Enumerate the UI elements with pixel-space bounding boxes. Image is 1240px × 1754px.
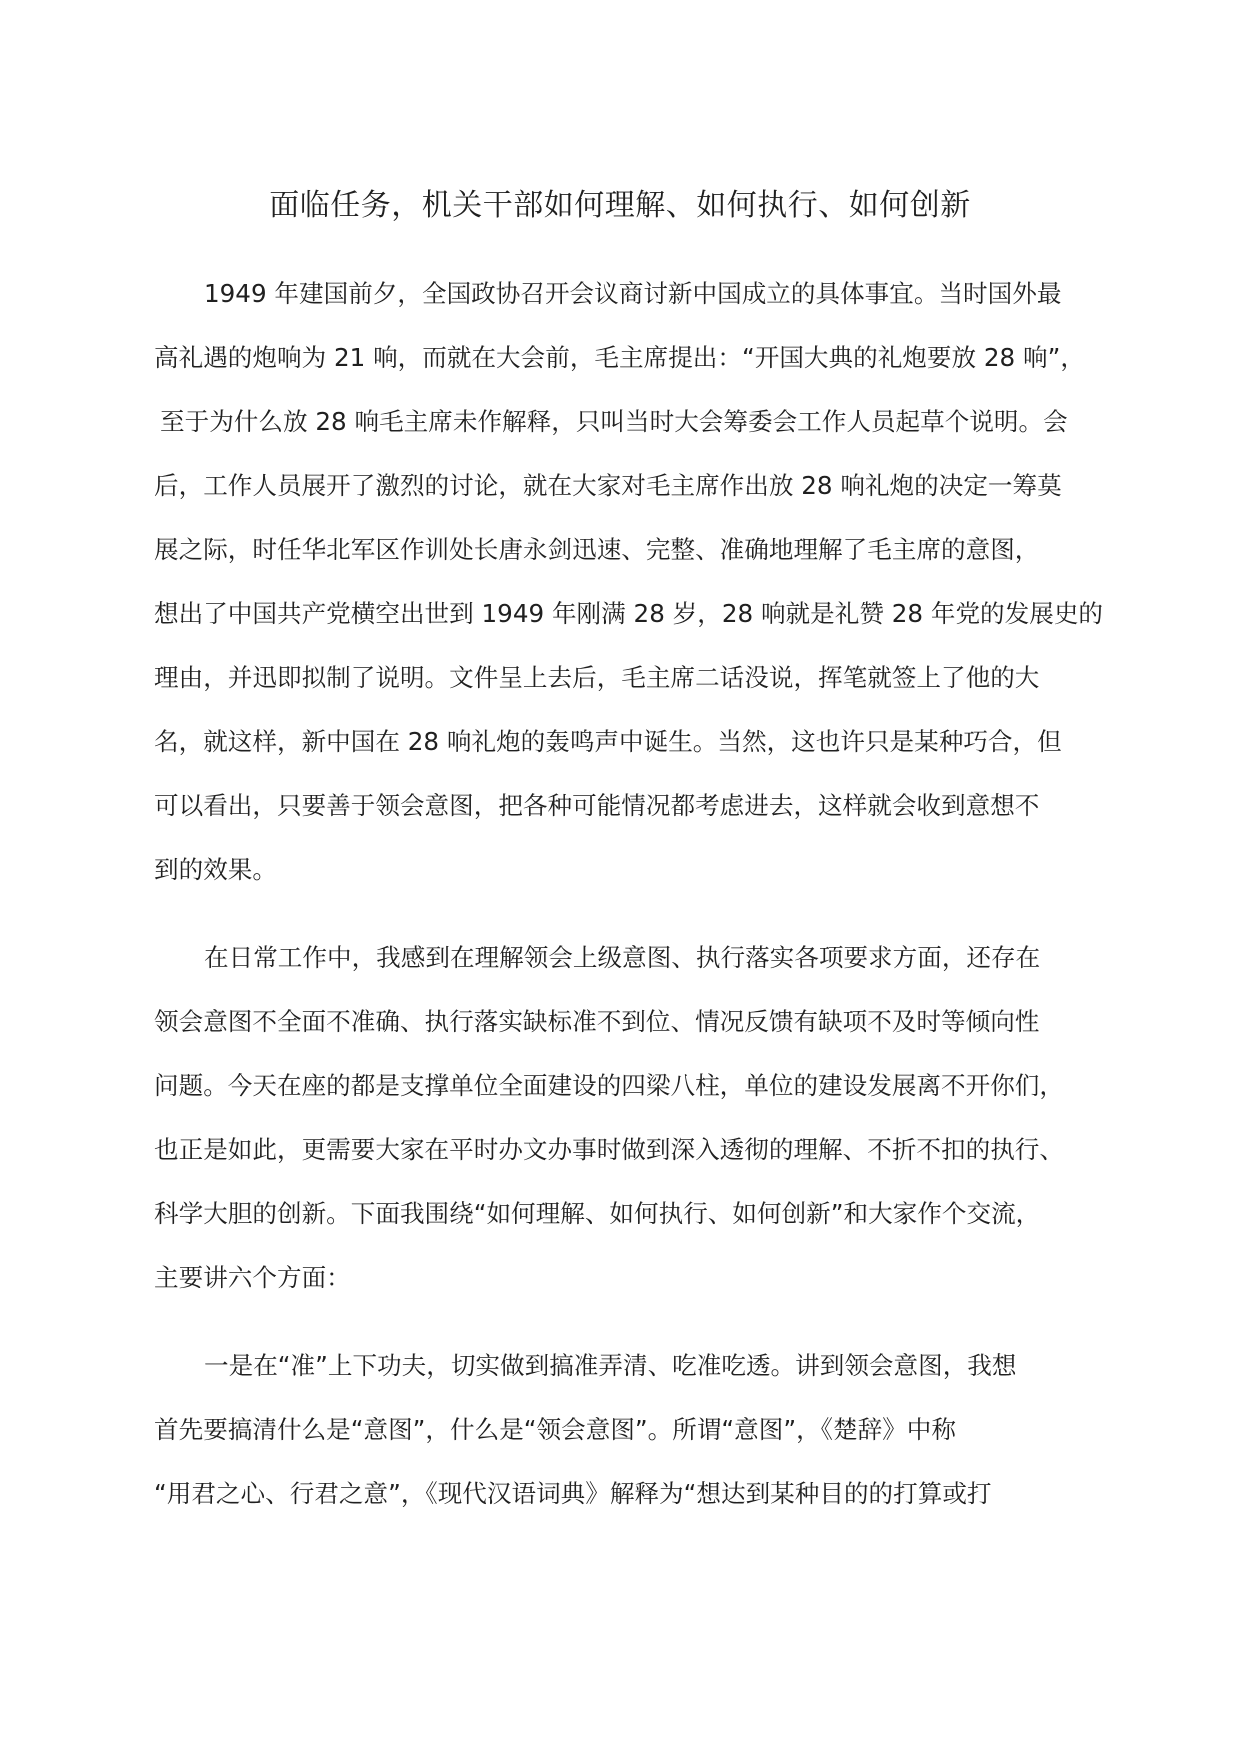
paragraph-2-line-5: 科学大胆的创新。下面我围绕“如何理解、如何执行、如何创新”和大家作个交流，: [154, 1199, 1041, 1228]
paragraph-1-line-7: 理由，并迅即拟制了说明。文件呈上去后，毛主席二话没说，挥笔就签上了他的大: [154, 663, 1040, 692]
paragraph-2-line-1: 在日常工作中，我感到在理解领会上级意图、执行落实各项要求方面，还存在: [204, 943, 1041, 972]
paragraph-2-line-4: 也正是如此，更需要大家在平时办文办事时做到深入透彻的理解、不折不扣的执行、: [154, 1135, 1064, 1164]
paragraph-3-line-2: 首先要搞清什么是“意图”，什么是“领会意图”。所谓“意图”，《楚辞》中称: [154, 1415, 956, 1444]
paragraph-2-line-3: 问题。今天在座的都是支撑单位全面建设的四梁八柱，单位的建设发展离不开你们，: [154, 1071, 1064, 1100]
paragraph-1-line-1: 1949 年建国前夕，全国政协召开会议商讨新中国成立的具体事宜。当时国外最: [204, 279, 1062, 308]
document-title: 面临任务，机关干部如何理解、如何执行、如何创新: [269, 188, 971, 223]
paragraph-1-line-8: 名，就这样，新中国在 28 响礼炮的轰鸣声中诞生。当然，这也许只是某种巧合，但: [154, 727, 1062, 756]
paragraph-1-line-6: 想出了中国共产党横空出世到 1949 年刚满 28 岁，28 响就是礼赞 28 年党的发展史的: [154, 599, 1104, 628]
paragraph-1-line-3: 至于为什么放 28 响毛主席未作解释，只叫当时大会筹委会工作人员起草个说明。会: [160, 407, 1068, 436]
paragraph-2-line-2: 领会意图不全面不准确、执行落实缺标准不到位、情况反馈有缺项不及时等倾向性: [154, 1007, 1040, 1036]
paragraph-1-line-2: 高礼遇的炮响为 21 响，而就在大会前，毛主席提出：“开国大典的礼炮要放 28 响”，: [154, 343, 1085, 372]
paragraph-3-line-1: 一是在“准”上下功夫，切实做到搞准弄清、吃准吃透。讲到领会意图，我想: [204, 1351, 1017, 1380]
paragraph-1-line-5: 展之际，时任华北军区作训处长唐永剑迅速、完整、准确地理解了毛主席的意图，: [154, 535, 1040, 564]
paragraph-3-line-3: “用君之心、行君之意”，《现代汉语词典》解释为“想达到某种目的的打算或打: [154, 1479, 992, 1508]
paragraph-1-line-10: 到的效果。: [154, 855, 277, 884]
paragraph-1-line-9: 可以看出，只要善于领会意图，把各种可能情况都考虑进去，这样就会收到意想不: [154, 791, 1040, 820]
paragraph-2-line-6: 主要讲六个方面：: [154, 1263, 351, 1292]
paragraph-1-line-4: 后，工作人员展开了激烈的讨论，就在大家对毛主席作出放 28 响礼炮的决定一筹莫: [154, 471, 1062, 500]
